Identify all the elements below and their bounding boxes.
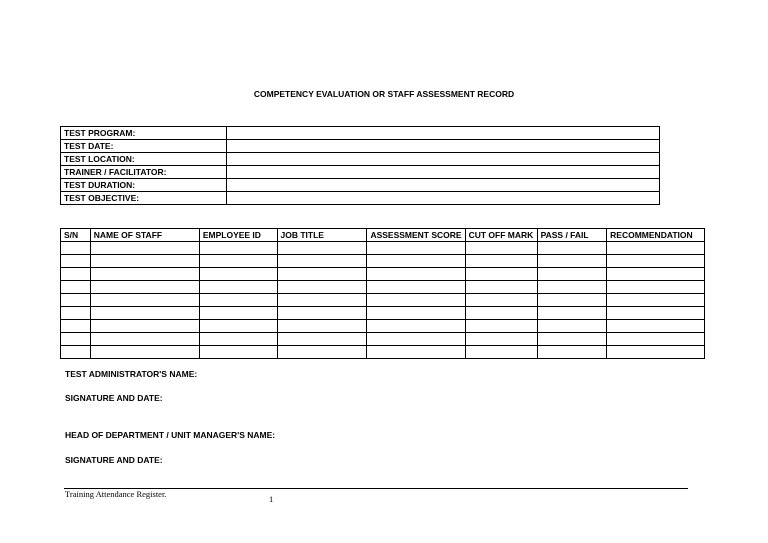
table-cell[interactable]: [61, 333, 91, 346]
table-cell[interactable]: [367, 320, 465, 333]
table-cell[interactable]: [199, 281, 277, 294]
table-cell[interactable]: [277, 255, 367, 268]
footer-text: Training Attendance Register.: [65, 489, 167, 499]
table-cell[interactable]: [61, 268, 91, 281]
administrator-signature-label: SIGNATURE AND DATE:: [65, 393, 163, 403]
table-cell[interactable]: [277, 307, 367, 320]
info-label: TEST DURATION:: [61, 179, 227, 192]
info-row-trainer: [61, 166, 660, 179]
table-cell[interactable]: [61, 320, 91, 333]
table-cell[interactable]: [277, 294, 367, 307]
table-row: [61, 268, 705, 281]
table-cell[interactable]: [367, 294, 465, 307]
table-cell[interactable]: [607, 268, 705, 281]
column-header-job-title: JOB TITLE: [277, 229, 367, 242]
table-cell[interactable]: [537, 268, 607, 281]
table-row: [61, 307, 705, 320]
table-cell[interactable]: [367, 255, 465, 268]
table-cell[interactable]: [465, 294, 537, 307]
table-cell[interactable]: [607, 294, 705, 307]
table-cell[interactable]: [537, 320, 607, 333]
table-cell[interactable]: [199, 333, 277, 346]
column-header-sn: S/N: [61, 229, 91, 242]
table-cell[interactable]: [537, 307, 607, 320]
table-cell[interactable]: [465, 242, 537, 255]
info-label: TEST DATE:: [61, 140, 227, 153]
table-cell[interactable]: [199, 320, 277, 333]
test-info-table: [60, 126, 660, 205]
table-cell[interactable]: [537, 281, 607, 294]
table-cell[interactable]: [607, 281, 705, 294]
table-cell[interactable]: [277, 242, 367, 255]
table-row: [61, 242, 705, 255]
info-value-field[interactable]: [227, 192, 660, 205]
info-value-field[interactable]: [227, 179, 660, 192]
table-cell[interactable]: [199, 242, 277, 255]
table-cell[interactable]: [199, 307, 277, 320]
table-cell[interactable]: [277, 346, 367, 359]
table-cell[interactable]: [90, 294, 199, 307]
table-cell[interactable]: [61, 307, 91, 320]
page-title: COMPETENCY EVALUATION OR STAFF ASSESSMENT RECORD: [253, 89, 515, 99]
page-number: 1: [269, 494, 274, 504]
table-cell[interactable]: [367, 333, 465, 346]
info-row-test-date: [61, 140, 660, 153]
column-header-pass-fail: PASS / FAIL: [537, 229, 607, 242]
column-header-recommendation: RECOMMENDATION: [607, 229, 705, 242]
table-cell[interactable]: [199, 294, 277, 307]
table-cell[interactable]: [607, 255, 705, 268]
table-cell[interactable]: [537, 294, 607, 307]
table-row: [61, 346, 705, 359]
table-cell[interactable]: [199, 255, 277, 268]
table-cell[interactable]: [537, 346, 607, 359]
table-row: [61, 333, 705, 346]
table-cell[interactable]: [90, 346, 199, 359]
info-row-test-location: [61, 153, 660, 166]
info-label: TEST OBJECTIVE:: [61, 192, 227, 205]
info-value-field[interactable]: [227, 140, 660, 153]
table-row: [61, 320, 705, 333]
table-cell[interactable]: [465, 255, 537, 268]
table-cell[interactable]: [90, 333, 199, 346]
table-cell[interactable]: [90, 242, 199, 255]
table-cell[interactable]: [90, 307, 199, 320]
column-header-name-of-staff: NAME OF STAFF: [90, 229, 199, 242]
table-cell[interactable]: [607, 346, 705, 359]
info-value-field[interactable]: [227, 153, 660, 166]
table-cell[interactable]: [199, 268, 277, 281]
info-row-test-duration: [61, 179, 660, 192]
table-cell[interactable]: [465, 281, 537, 294]
info-value-field[interactable]: [227, 127, 660, 140]
table-cell[interactable]: [61, 294, 91, 307]
table-cell[interactable]: [90, 320, 199, 333]
info-label: TEST LOCATION:: [61, 153, 227, 166]
table-cell[interactable]: [607, 333, 705, 346]
table-row: [61, 281, 705, 294]
table-cell[interactable]: [465, 268, 537, 281]
info-label: TEST PROGRAM:: [61, 127, 227, 140]
table-cell[interactable]: [465, 320, 537, 333]
table-cell[interactable]: [199, 346, 277, 359]
record-table-body: [61, 242, 705, 359]
hod-name-label: HEAD OF DEPARTMENT / UNIT MANAGER'S NAME:: [65, 430, 276, 440]
administrator-name-label: TEST ADMINISTRATOR'S NAME:: [65, 369, 198, 379]
table-row: [61, 294, 705, 307]
info-value-field[interactable]: [227, 166, 660, 179]
table-cell[interactable]: [277, 268, 367, 281]
column-header-cut-off-mark: CUT OFF MARK: [465, 229, 537, 242]
table-header-row: [61, 229, 705, 242]
table-cell[interactable]: [61, 346, 91, 359]
hod-signature-label: SIGNATURE AND DATE:: [65, 455, 163, 465]
table-cell[interactable]: [537, 242, 607, 255]
table-cell[interactable]: [607, 242, 705, 255]
table-cell[interactable]: [367, 268, 465, 281]
table-cell[interactable]: [367, 281, 465, 294]
info-row-test-program: [61, 127, 660, 140]
info-label: TRAINER / FACILITATOR:: [61, 166, 227, 179]
table-cell[interactable]: [61, 242, 91, 255]
column-header-employee-id: EMPLOYEE ID: [199, 229, 277, 242]
table-cell[interactable]: [277, 333, 367, 346]
table-cell[interactable]: [607, 320, 705, 333]
table-cell[interactable]: [367, 346, 465, 359]
table-cell[interactable]: [537, 333, 607, 346]
table-cell[interactable]: [367, 307, 465, 320]
column-header-assessment-score: ASSESSMENT SCORE: [367, 229, 465, 242]
table-cell[interactable]: [90, 255, 199, 268]
table-cell[interactable]: [277, 281, 367, 294]
table-cell[interactable]: [61, 255, 91, 268]
table-cell[interactable]: [607, 307, 705, 320]
assessment-record-table: [60, 228, 705, 359]
table-cell[interactable]: [465, 333, 537, 346]
table-row: [61, 255, 705, 268]
table-cell[interactable]: [61, 281, 91, 294]
table-cell[interactable]: [367, 242, 465, 255]
table-cell[interactable]: [277, 320, 367, 333]
table-cell[interactable]: [90, 281, 199, 294]
table-cell[interactable]: [537, 255, 607, 268]
table-cell[interactable]: [465, 307, 537, 320]
table-cell[interactable]: [465, 346, 537, 359]
table-cell[interactable]: [90, 268, 199, 281]
info-row-test-objective: [61, 192, 660, 205]
